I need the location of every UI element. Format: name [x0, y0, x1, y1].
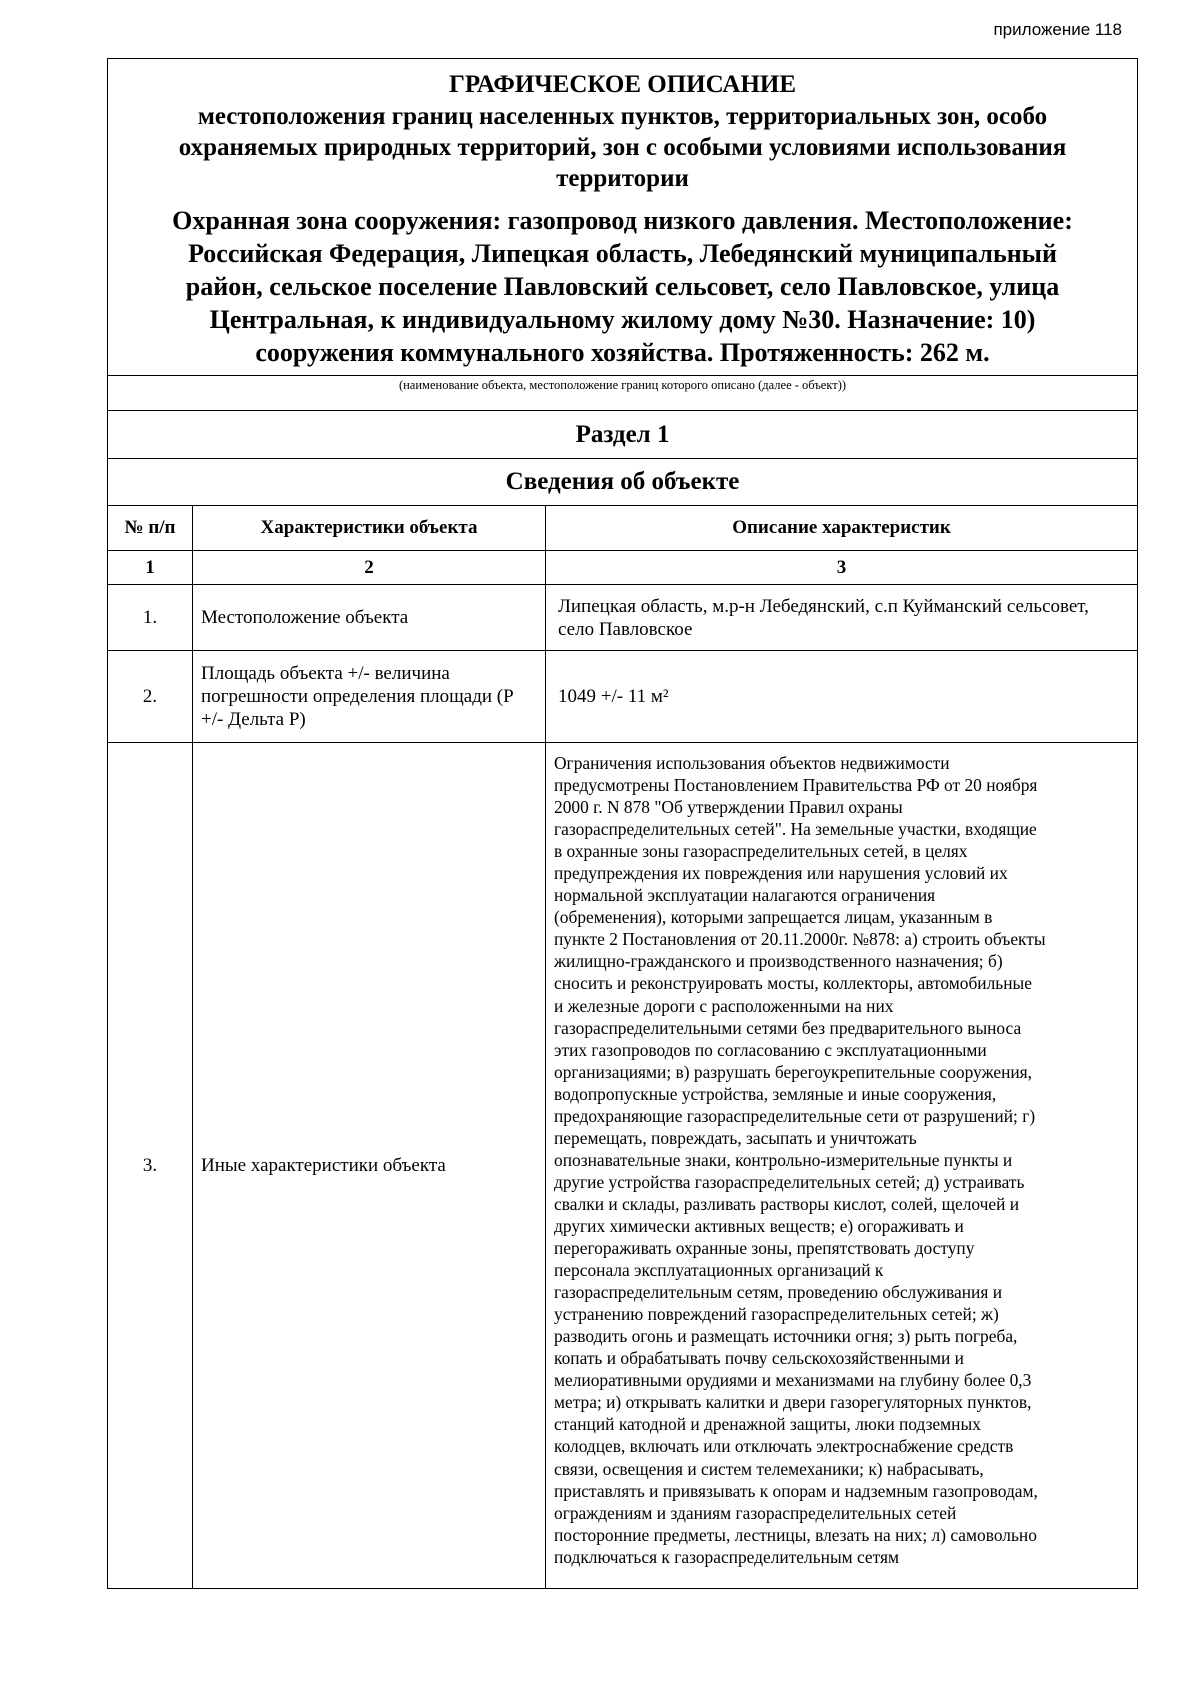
description-line: сносить и реконструировать мосты, коллекторы, автомобильные — [554, 973, 1032, 994]
description-line: предупреждения их повреждения или нарушения условий их — [554, 863, 1008, 884]
object-note: (наименование объекта, местоположение границ которого описано (далее - объект)) — [108, 376, 1138, 411]
object-name — [108, 204, 1137, 369]
subtitle-line: местоположения границ населенных пунктов, территориальных зон, особо — [197, 103, 1048, 130]
object-line: Российская Федерация, Липецкая область, Лебедянский муниципальный — [188, 239, 1057, 268]
row-number: 1. — [108, 585, 193, 651]
description-line: мелиоративными орудиями и механизмами на глубину более 0,3 — [554, 1370, 1032, 1391]
description-line: пункте 2 Постановления от 20.11.2000г. №878: а) строить объекты — [554, 929, 1046, 950]
description-line: нормальной эксплуатации налагаются ограничения — [554, 885, 936, 906]
row-characteristic: Иные характеристики объекта — [193, 743, 546, 1589]
column-number-row — [108, 551, 1138, 585]
section-subtitle-row — [108, 459, 1138, 506]
description-line: подключаться к газораспределительным сетям — [554, 1546, 900, 1567]
section-title: Раздел 1 — [108, 411, 1138, 459]
description-line: персонала эксплуатационных организаций к — [554, 1260, 884, 1281]
appendix-label: приложение 118 — [993, 20, 1122, 39]
description-line: водопропускные устройства, земляные и иные сооружения, — [554, 1083, 997, 1104]
object-note-row — [108, 376, 1138, 411]
section-subtitle: Сведения об объекте — [108, 459, 1138, 506]
description-line: этих газопроводов по согласованию с эксплуатационными — [554, 1039, 987, 1060]
description-line: устранению повреждений газораспределительных сетей; ж) — [554, 1304, 999, 1325]
header-row — [108, 59, 1138, 376]
row-characteristic: Площадь объекта +/- величина погрешности определения площади (Р +/- Дельта Р) — [193, 651, 546, 743]
description-line: и железные дороги с расположенными на них — [554, 995, 894, 1016]
column-number: 1 — [108, 551, 193, 585]
row-characteristic: Местоположение объекта — [193, 585, 546, 651]
column-header-row — [108, 506, 1138, 551]
row-number: 3. — [108, 743, 193, 1589]
description-line: Ограничения использования объектов недвижимости — [554, 753, 950, 773]
column-header: Описание характеристик — [546, 506, 1138, 551]
column-header: Характеристики объекта — [193, 506, 546, 551]
table-row — [108, 651, 1138, 743]
description-line: колодцев, включать или отключать электроснабжение средств — [554, 1436, 1014, 1457]
description-line: перемещать, повреждать, засыпать и уничтожать — [554, 1127, 917, 1148]
subtitle-line: охраняемых природных территорий, зон с особыми условиями использования — [178, 134, 1067, 161]
description-line: опознавательные знаки, контрольно-измерительные пункты и — [554, 1149, 1013, 1170]
description-line: приставлять и привязывать к опорам и надземным газопроводам, — [554, 1480, 1038, 1501]
description-line: разводить огонь и размещать источники огня; з) рыть погреба, — [554, 1326, 1018, 1347]
document-frame — [107, 58, 1137, 1589]
description-line: в охранные зоны газораспределительных сетей, в целях — [554, 841, 968, 862]
row-description: Липецкая область, м.р-н Лебедянский, с.п Куйманский сельсовет, село Павловское — [546, 585, 1138, 651]
description-line: предохраняющие газораспределительные сети от разрушений; г) — [554, 1105, 1036, 1126]
subtitle-line: территории — [556, 165, 689, 192]
object-line: Охранная зона сооружения: газопровод низкого давления. Местоположение: — [172, 206, 1073, 235]
description-line: газораспределительных сетей". На земельные участки, входящие — [554, 819, 1037, 840]
column-header: № п/п — [108, 506, 193, 551]
description-line: копать и обрабатывать почву сельскохозяйственными и — [554, 1348, 964, 1369]
table-row — [108, 585, 1138, 651]
column-number: 3 — [546, 551, 1138, 585]
column-number: 2 — [193, 551, 546, 585]
object-line: район, сельское поселение Павловский сельсовет, село Павловское, улица — [185, 272, 1060, 301]
object-line: сооружения коммунального хозяйства. Протяженность: 262 м. — [255, 338, 990, 367]
description-line: газораспределительными сетями без предварительного выноса — [554, 1017, 1022, 1038]
description-line: посторонние предметы, лестницы, влезать на них; л) самовольно — [554, 1524, 1037, 1545]
document-title: ГРАФИЧЕСКОЕ ОПИСАНИЕ — [448, 71, 797, 98]
description-line: организациями; в) разрушать берегоукрепительные сооружения, — [554, 1061, 1033, 1082]
document-subtitle — [108, 101, 1137, 194]
description-table — [107, 58, 1138, 1589]
row-description — [546, 743, 1138, 1589]
section-row — [108, 411, 1138, 459]
table-row — [108, 743, 1138, 1589]
object-line: Центральная, к индивидуальному жилому дому №30. Назначение: 10) — [209, 305, 1036, 334]
description-line: 2000 г. N 878 "Об утверждении Правил охраны — [554, 797, 903, 818]
description-line: предусмотрены Постановлением Правительства РФ от 20 ноября — [554, 775, 1038, 796]
description-line: ограждениям и зданиям газораспределительных сетей — [554, 1502, 957, 1523]
description-line: станций катодной и дренажной защиты, люки подземных — [554, 1414, 981, 1435]
description-line: (обременения), которыми запрещается лицам, указанным в — [554, 907, 993, 928]
description-line: перегораживать охранные зоны, препятствовать доступу — [554, 1238, 975, 1259]
description-line: других химически активных веществ; е) огораживать и — [554, 1215, 964, 1236]
description-line: свалки и склады, разливать растворы кислот, солей, щелочей и — [554, 1193, 1020, 1214]
description-line: другие устройства газораспределительных сетей; д) устраивать — [554, 1171, 1025, 1192]
row-description: 1049 +/- 11 м² — [546, 651, 1138, 743]
description-line: жилищно-гражданского и производственного назначения; б) — [554, 951, 1003, 972]
description-line: метра; и) открывать калитки и двери газорегуляторных пунктов, — [554, 1392, 1032, 1413]
description-text — [554, 752, 1129, 1568]
row-number: 2. — [108, 651, 193, 743]
description-line: газораспределительным сетям, проведению обслуживания и — [554, 1282, 1002, 1303]
description-line: связи, освещения и систем телемеханики; к) набрасывать, — [554, 1458, 984, 1479]
